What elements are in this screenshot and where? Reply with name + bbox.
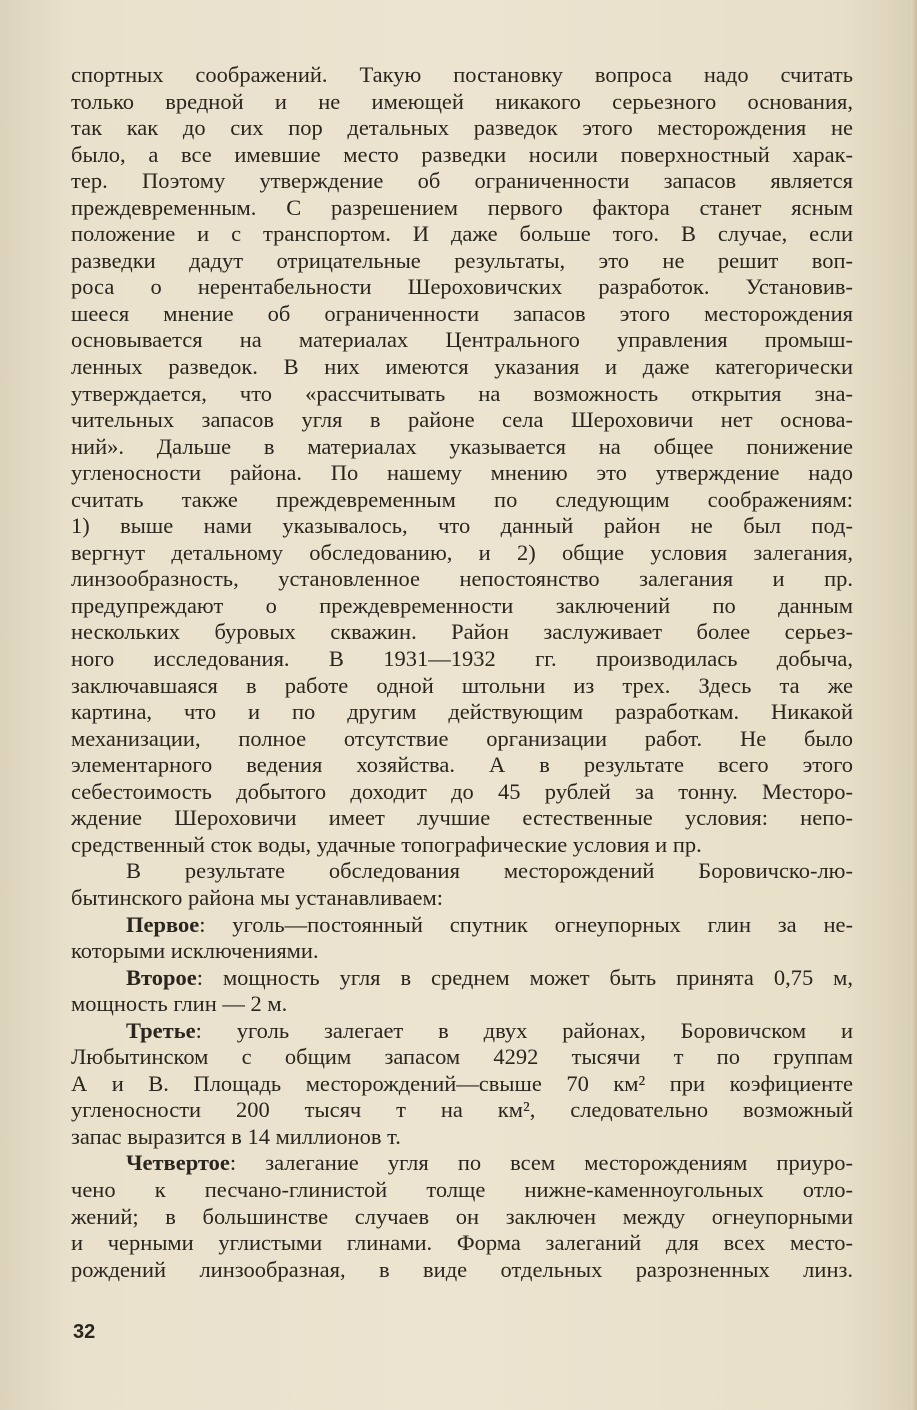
page-edge xyxy=(911,0,917,1410)
finding-text: : залегание угля по всем месторождениям приуро- xyxy=(229,1150,853,1176)
text-line: основывается на материалах Центрального управления промыш- xyxy=(71,327,853,353)
text-line: В результате обследования месторождений Боровичско-лю- xyxy=(126,858,853,884)
text-line: вергнут детальному обследованию, и 2) общие условия залегания, xyxy=(71,539,853,565)
text-line: положение и с транспортом. И даже больше того. В случае, если xyxy=(71,221,853,247)
text-line: роса о нерентабельности Шероховичских разработок. Установив- xyxy=(71,274,853,300)
text-line: запас выразится в 14 миллионов т. xyxy=(71,1123,401,1149)
finding-label: Третье xyxy=(126,1017,196,1043)
text-line: ного исследования. В 1931—1932 гг. производилась добыча, xyxy=(71,646,853,672)
text-line: жений; в большинстве случаев он заключен между огнеупорными xyxy=(71,1203,853,1229)
text-line: средственный сток воды, удачные топографические условия и пр. xyxy=(71,831,702,857)
text-line: и черными углистыми глинами. Форма залеганий для всех место- xyxy=(71,1230,853,1256)
text-line: так как до сих пор детальных разведок этого месторождения не xyxy=(71,115,853,141)
finding-text: : мощность угля в среднем может быть принята 0,75 м, xyxy=(196,964,853,990)
text-line: нескольких буровых скважин. Район заслуживает более серьез- xyxy=(71,619,853,645)
text-line: 1) выше нами указывалось, что данный район не был под- xyxy=(71,513,853,539)
text-line: угленосности 200 тысяч т на км², следовательно возможный xyxy=(71,1097,853,1123)
text-line: считать также преждевременным по следующим соображениям: xyxy=(71,486,853,512)
text-line: механизации, полное отсутствие организации работ. Не было xyxy=(71,725,853,751)
finding-label: Четвертое xyxy=(126,1150,230,1176)
text-line: спортных соображений. Такую постановку вопроса надо считать xyxy=(71,62,853,87)
text-line: утверждается, что «рассчитывать на возможность открытия зна- xyxy=(71,380,853,406)
finding-label: Первое xyxy=(126,911,200,937)
text-line: предупреждают о преждевременности заключений по данным xyxy=(71,592,853,618)
text-line: угленосности района. По нашему мнению это утверждение надо xyxy=(71,460,853,486)
finding-text: : уголь—постоянный спутник огнеупорных глин за не- xyxy=(199,911,853,937)
text-line: тер. Поэтому утверждение об ограниченности запасов является xyxy=(71,168,853,194)
finding-first xyxy=(71,912,853,939)
text-line: мощность глин — 2 м. xyxy=(71,991,288,1017)
text-line: ний». Дальше в материалах указывается на общее понижение xyxy=(71,433,853,459)
text-line: преждевременным. С разрешением первого фактора станет ясным xyxy=(71,194,853,220)
text-line: чено к песчано-глинистой толще нижне-каменноугольных отло- xyxy=(71,1176,853,1202)
text-line: себестоимость добытого доходит до 45 рублей за тонну. Месторо- xyxy=(71,778,853,804)
finding-third xyxy=(71,1018,853,1045)
text-line: линзообразность, установленное непостоянство залегания и пр. xyxy=(71,566,853,592)
finding-text: : уголь залегает в двух районах, Боровичском и xyxy=(195,1017,853,1043)
text-line: ждение Шероховичи имеет лучшие естественные условия: непо- xyxy=(71,805,853,831)
text-line: разведки дадут отрицательные результаты, это не решит воп- xyxy=(71,247,853,273)
text-line: картина, что и по другим действующим разработкам. Никакой xyxy=(71,699,853,725)
text-line: которыми исключениями. xyxy=(71,938,319,964)
page-number: 32 xyxy=(73,1321,96,1343)
text-line: рождений линзообразная, в виде отдельных разрозненных линз. xyxy=(71,1256,853,1282)
text-line: элементарного ведения хозяйства. А в результате всего этого xyxy=(71,752,853,778)
text-line: бытинского района мы устанавливаем: xyxy=(71,884,443,910)
text-line: чительных запасов угля в районе села Шероховичи нет основа- xyxy=(71,407,853,433)
text-line: только вредной и не имеющей никакого серьезного основания, xyxy=(71,88,853,114)
body-text xyxy=(71,62,853,1283)
text-line: Любытинском с общим запасом 4292 тысячи т по группам xyxy=(71,1044,853,1070)
finding-fourth xyxy=(71,1150,853,1177)
finding-label: Второе xyxy=(126,964,197,990)
text-line: заключавшаяся в работе одной штольни из трех. Здесь та же xyxy=(71,672,853,698)
text-line: ленных разведок. В них имеются указания и даже категорически xyxy=(71,354,853,380)
finding-second xyxy=(71,965,853,992)
text-line: А и В. Площадь месторождений—свыше 70 км² при коэфициенте xyxy=(71,1070,853,1096)
text-line: шееся мнение об ограниченности запасов этого месторождения xyxy=(71,300,853,326)
text-line: было, а все имевшие место разведки носили поверхностный харак- xyxy=(71,141,853,167)
